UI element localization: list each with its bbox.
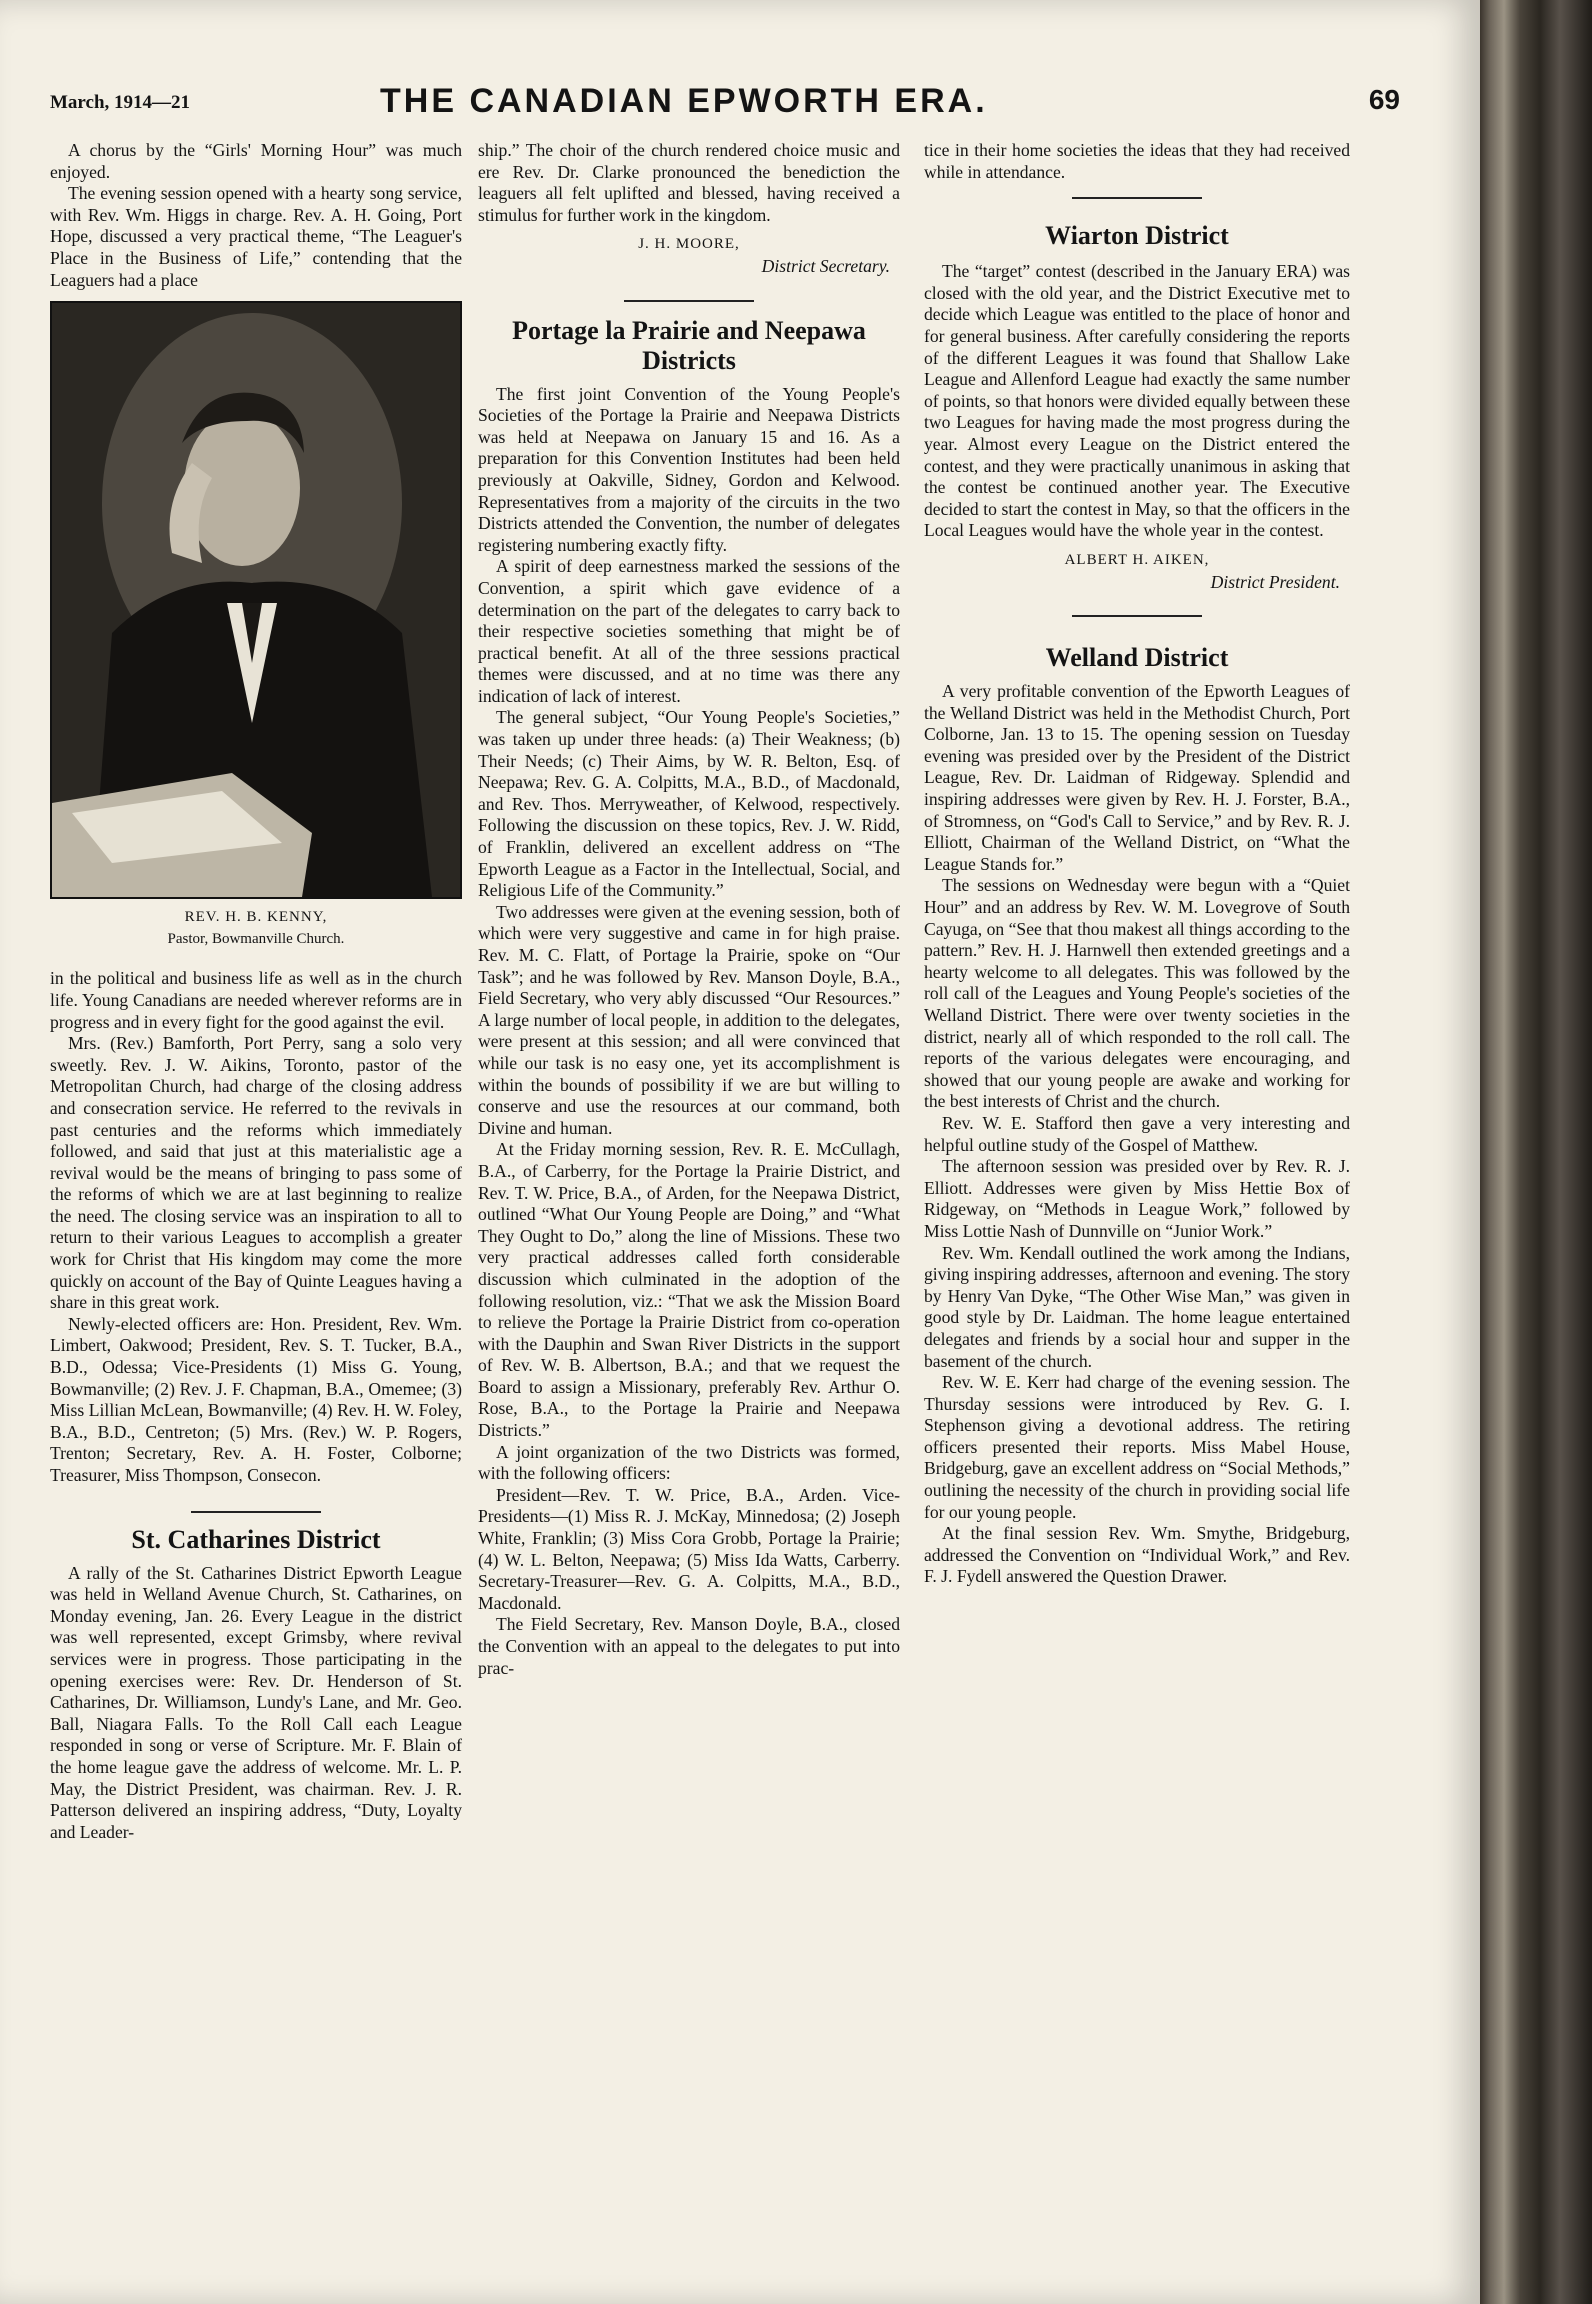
heading-wiarton: Wiarton District [1045,221,1229,251]
section-divider [1072,615,1202,617]
paragraph: Newly-elected officers are: Hon. President, Rev. Wm. Limbert, Oakwood; President, Rev. S. T. Tucker, B.A., B.D., Odessa; Vice-Presidents (1) Miss G. Young, Bowmanville; (2) Rev. J. F. Chapman, B.A., Omemee; (3) Miss Lillian McLean, Bowmanville; (4) Rev. H. W. Foley, B.A., B.D., Centreton; (5) Mrs. (Rev.) W. P. Rogers, Trenton; Secretary, Rev. A. H. Foster, Colborne; Treasurer, Miss Thompson, Consecon. [50,1313,462,1485]
issue-date: March, 1914—21 [50,92,191,113]
paragraph: Two addresses were given at the evening session, both of which were very suggestive and came in for high praise. Rev. M. C. Flatt, of Portage la Prairie, spoke on “Our Task”; and he was followed by Rev. Manson Doyle, B.A., Field Secretary, who very ably discussed “Our Resources.” A large number of local people, in addition to the delegates, were present at this session; and all were convinced that while our task is no easy one, yet its accomplishment is within the bounds of possibility if we are but willing to conserve and use the resources at our command, both Divine and human. [478,901,900,1138]
paragraph: The sessions on Wednesday were begun with a “Quiet Hour” and an address by Rev. W. M. Lovegrove of South Cayuga, on “See that thou makest all things according to the pattern.” Rev. H. J. Harnwell then extended greetings and a hearty welcome to all delegates. This was followed by the roll call of the Leagues and Young People's societies of the Welland District. There were over twenty societies in the district, nearly all of which responded to the roll call. The reports of the various delegates were encouraging, and showed that our young people are awake and working for the best interests of Christ and the church. [924,875,1350,1112]
paragraph: tice in their home societies the ideas that they had received while in attendance. [924,140,1350,182]
paragraph: The afternoon session was presided over by Rev. R. J. Elliott. Addresses were given by Miss Hettie Box of Ridgeway, on “Methods in League Work,” followed by Miss Lottie Nash of Dunnville on “Junior Work.” [924,1156,1350,1241]
section-divider [191,1511,321,1513]
heading-welland: Welland District [1045,643,1229,673]
paragraph: A spirit of deep earnestness marked the sessions of the Convention, a spirit which gave evidence of a determination on the part of the delegates to carry back to their respective societies something that might be of practical benefit. At all of the three sessions practical themes were discussed, and at no time was there any indication of lack of interest. [478,556,900,706]
paragraph: At the final session Rev. Wm. Smythe, Bridgeburg, addressed the Convention on “Individual Work,” and Rev. F. J. Fydell answered the Question Drawer. [924,1523,1350,1587]
paragraph: The general subject, “Our Young People's Societies,” was taken up under three heads: (a) Their Weakness; (b) Their Needs; (c) Their Aims, by W. R. Belton, Esq. of Neepawa; Rev. G. A. Colpitts, M.A., B.D., of Macdonald, and Rev. Thos. Merryweather, of Kelwood, respectively. Following the discussion on these topics, Rev. J. W. Ridd, of Franklin, delivered an excellent address on “The Epworth League as a Factor in the Intellectual, Social, and Religious Life of the Community.” [478,707,900,901]
paragraph: The first joint Convention of the Young People's Societies of the Portage la Prairie and Neepawa Districts was held at Neepawa on January 15 and 16. As a preparation for this Convention Institutes had been held previously at Oakville, Sidney, Gordon and Kelwood. Representatives from a majority of the circuits in the two Districts attended the Convention, the number of delegates registering numbering exactly fifty. [478,383,900,555]
paragraph: A chorus by the “Girls' Morning Hour” was much enjoyed. [50,140,462,182]
column-2 [478,140,900,2270]
page-header [50,82,1460,126]
paragraph: The “target” contest (described in the January ERA) was closed with the old year, and the District Executive met to decide which League was entitled to the place of honor and for general business. After carefully considering the reports of the different Leagues it was found that Shallow Lake League and Allenford League had exactly the same number of points, so that honors were divided equally between these two Leagues for having made the most progress during the year. Almost every League on the District entered the contest, and they were practically unanimous in asking that the contest be continued another year. The Executive decided to start the contest in May, so that the officers in the Local Leagues would have the whole year in the contest. [924,261,1350,541]
signature-name: ALBERT H. AIKEN, [1064,551,1210,568]
signature-title: District President. [1210,571,1340,592]
paragraph: At the Friday morning session, Rev. R. E. McCullagh, B.A., of Carberry, for the Portage la Prairie District, and Rev. T. W. Price, B.A., of Arden, for the Neepawa District, outlined “What Our Young People are Doing,” and “What They Ought to Do,” along the line of Missions. These two very practical addresses called forth considerable discussion which culminated in the adoption of the following resolution, viz.: “That we ask the Mission Board to relieve the Portage la Prairie District from co-operation with the Dauphin and Swan River Districts in the support of Rev. W. B. Albertson, B.A.; and that we request the Board to assign a Missionary, preferably Rev. Arthur O. Rose, B.A., to the Portage la Prairie and Neepawa Districts.” [478,1139,900,1441]
paragraph: in the political and business life as well as in the church life. Young Canadians are needed wherever reforms are in progress and in every fight for the good against the evil. [50,968,462,1032]
photo-caption-name: REV. H. B. KENNY, [184,909,328,926]
paragraph: Rev. Wm. Kendall outlined the work among the Indians, giving inspiring addresses, afternoon and evening. The story by Henry Van Dyke, “The Other Wise Man,” was given in good style by Dr. Laidman. The home league entertained delegates and friends by a social hour and supper in the basement of the church. [924,1242,1350,1371]
section-divider [624,300,754,302]
paragraph: ship.” The choir of the church rendered choice music and ere Rev. Dr. Clarke pronounced the benediction the leaguers all felt uplifted and blessed, having received a stimulus for further work in the kingdom. [478,140,900,225]
heading-st-catharines: St. Catharines District [131,1524,381,1554]
publication-title: THE CANADIAN EPWORTH ERA. [380,82,988,120]
section-divider [1072,197,1202,199]
paragraph: A very profitable convention of the Epworth Leagues of the Welland District was held in the Methodist Church, Port Colborne, Jan. 13 to 15. The opening session on Tuesday evening was presided over by the President of the District League, Rev. Dr. Laidman of Ridgeway. Splendid and inspiring addresses were given by Rev. H. J. Forster, B.A., of Stromness, on “God's Call to Service,” and by Rev. R. J. Elliott, Chairman of the Welland District, on “What the League Stands for.” [924,681,1350,874]
paragraph: Mrs. (Rev.) Bamforth, Port Perry, sang a solo very sweetly. Rev. J. W. Aikins, Toronto, pastor of the Metropolitan Church, had charge of the closing address and consecration service. He referred to the revivals in past centuries and the reforms which immediately followed, and said that just at this materialistic age a revival would be the means of bringing to pass some of the reforms of which we are at last beginning to realize the need. The closing service was an inspiration to all to return to their various Leagues to accomplish a greater work for Christ that His kingdom may come the more quickly on account of the Bay of Quinte Leagues having a share in this great work. [50,1033,462,1313]
book-spine [1480,0,1592,2304]
page-number: 69 [1368,84,1400,115]
paragraph: The evening session opened with a hearty song service, with Rev. Wm. Higgs in charge. Rev. A. H. Going, Port Hope, discussed a very practical theme, “The Leaguer's Place in the Business of Life,” contending that the Leaguers had a place [50,183,462,290]
paragraph: Rev. W. E. Kerr had charge of the evening session. The Thursday sessions were introduced by Rev. G. I. Stephenson giving a devotional address. The retiring officers presented their reports. Miss Mabel House, Bridgeburg, gave an excellent address on “Social Methods,” outlining the necessity of the church in providing social life for our young people. [924,1372,1350,1522]
column-3 [924,140,1350,2270]
portrait-photo [50,301,462,899]
portrait-illustration [52,303,460,897]
paragraph: President—Rev. T. W. Price, B.A., Arden. Vice-Presidents—(1) Miss R. J. McKay, Minnedosa; (2) Joseph White, Franklin; (3) Miss Cora Grobb, Portage la Prairie; (4) W. L. Belton, Neepawa; (5) Miss Ida Watts, Carberry. Secretary-Treasurer—Rev. G. A. Colpitts, M.A., B.D., Macdonald. [478,1484,900,1613]
signature-name: J. H. MOORE, [638,236,740,253]
paragraph: A rally of the St. Catharines District Epworth League was held in Welland Avenue Church, St. Catharines, on Monday evening, Jan. 26. Every League in the district was well represented, except Grimsby, where revival services were in progress. Those participating in the opening exercises were: Rev. Dr. Henderson of St. Catharines, Dr. Williamson, Lundy's Lane, and Mr. Geo. Ball, Niagara Falls. To the Roll Call each League responded in song or verse of Scripture. Mr. F. Blain of the home league gave the address of welcome. Mr. L. P. May, the District President, was chairman. Rev. J. R. Patterson delivered an inspiring address, “Duty, Loyalty and Leader- [50,1562,462,1842]
paragraph: The Field Secretary, Rev. Manson Doyle, B.A., closed the Convention with an appeal to the delegates to put into prac- [478,1614,900,1678]
column-1 [50,140,462,2270]
paragraph: Rev. W. E. Stafford then gave a very interesting and helpful outline study of the Gospel of Matthew. [924,1112,1350,1155]
paragraph: A joint organization of the two Districts was formed, with the following officers: [478,1441,900,1484]
photo-caption-sub: Pastor, Bowmanville Church. [167,930,345,947]
signature-title: District Secretary. [761,255,890,276]
heading-portage: Portage la Prairie and Neepawa Districts [512,315,866,375]
